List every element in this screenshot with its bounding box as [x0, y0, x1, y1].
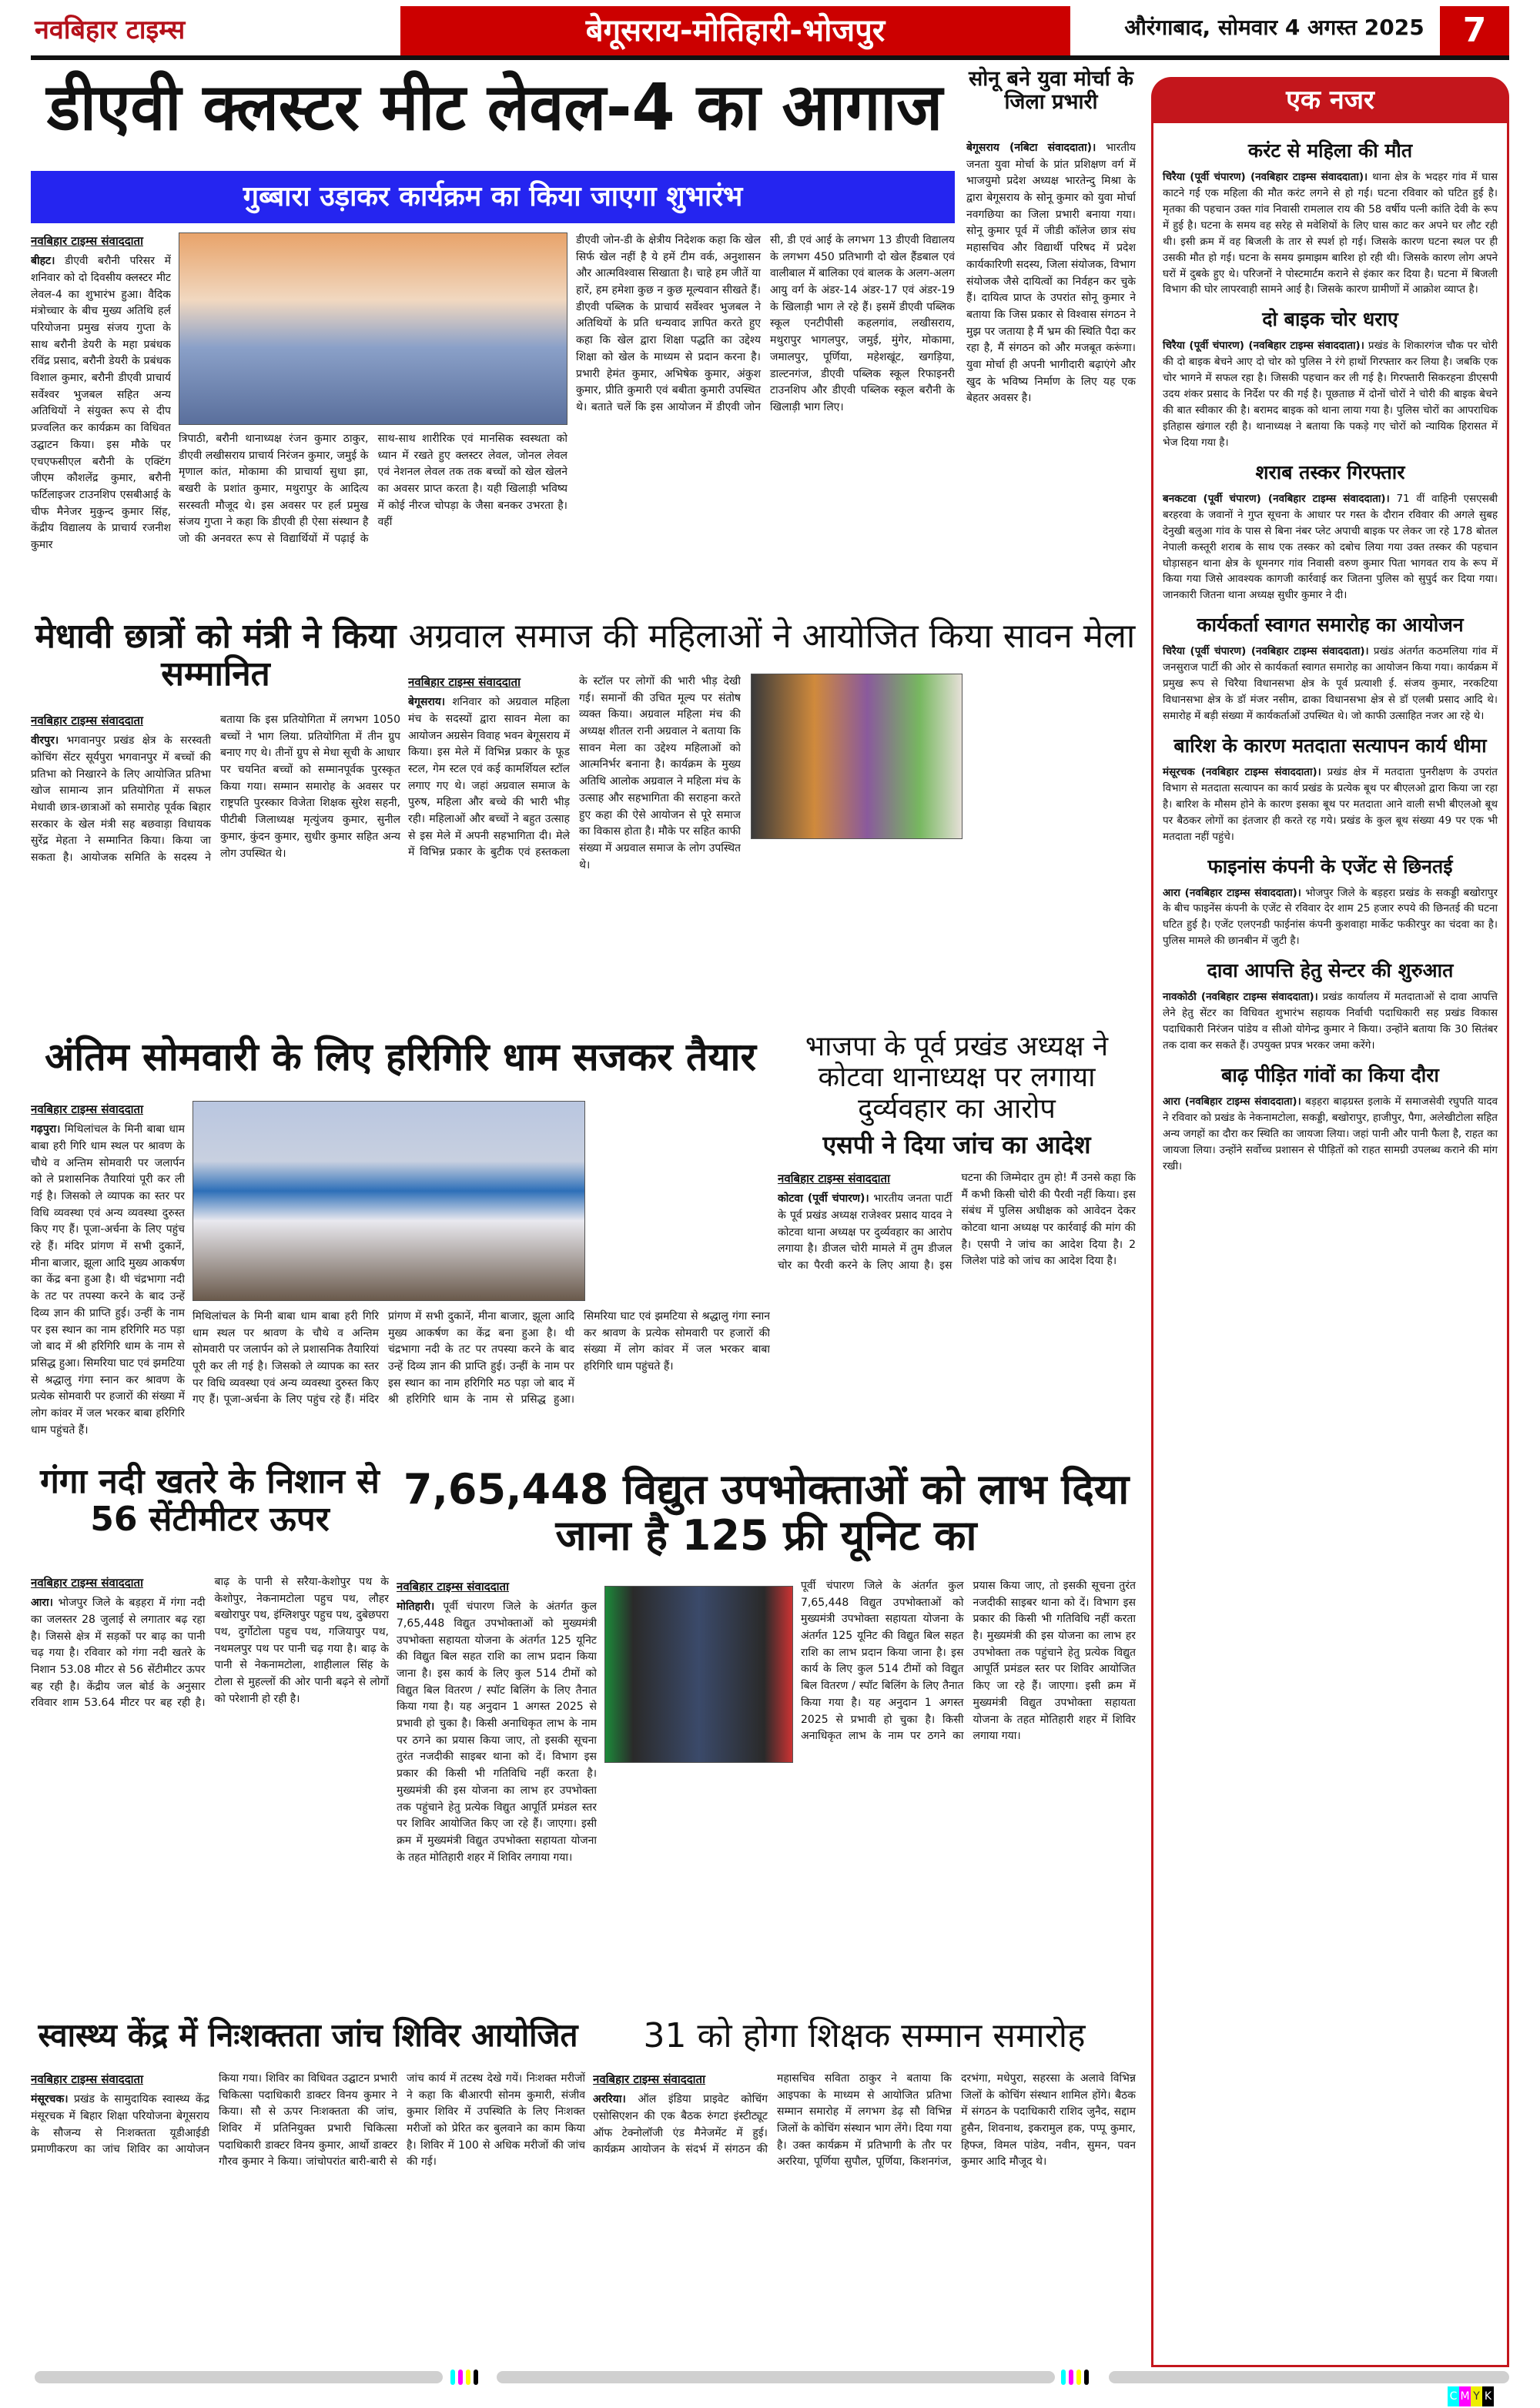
harigiri-body-col1	[31, 1101, 185, 1451]
byline: नवबिहार टाइम्स संवाददाता	[31, 714, 143, 727]
article-text: भोजपुर जिले के बड़हरा में गंगा नदी का जलस्तर 28 जुलाई से लगातार बढ़ रहा है। जिससे क्षेत्र में सड़कों पर बाढ़ का पानी चढ़ गया है। रविवार को गंगा नदी खतरे के निशान 53.08 मीटर से 56 सेंटीमीटर ऊपर बह रही है। केंद्रीय जल बोर्ड के अनुसार रविवार शाम 53.64 मीटर पर बह रही है। बाढ़ के पानी से सरैया-केशोपुर पथ के केशोपुर, नेकनामटोला पहुच पथ, लौहर बखोरापुर पथ, इंग्लिशपुर पहुच पथ, दुबेछपरा पथ, दुर्गोटोला पहुच पथ, गजियापुर पथ, नथमलपुर पथ पर पानी चढ़ गया है। बाढ़ के पानी से नेकनामटोला, शाहीलाल सिंह के टोला से मुहल्लों की ओर पानी बढ़ने से लोगों को परेशानी हो रही है।	[31, 1576, 389, 1710]
article-text: बड़हरा बाढ़ग्रस्त इलाके में समाजसेवी रघुपति यादव ने रविवार को प्रखंड के नेकनामटोला, सकड्डी, बखोरापुर, हाजीपुर, पैगा, अलेखीटोला सहित अन्य जगहों का दौरा कर स्थिति का जायजा लिया। जहां पानी और पानी फैला है, राहत का जायजा लिया। उन्होंने सर्वोच्च प्रशासन से पीड़ितों को राहत सामग्री उपलब्ध कराने की मांग रखी।	[1163, 1095, 1498, 1172]
dateline-place: नावकोठी (नवबिहार टाइम्स संवाददाता)।	[1163, 991, 1318, 1004]
page-number: 7	[1440, 6, 1509, 55]
article-text: शनिवार को अग्रवाल महिला मंच के सदस्यों द्वारा सावन मेला का आयोजन अग्रसेन विवाह भवन बेगूसराय में किया। इस मेले में विभिन्न प्रकार के फूड स्टल, गेम स्टल एवं कई कामर्शियल स्टॉल लगाए गए थे। जहां अग्रवाल समाज के पुरुष, महिला और बच्चे की भारी भीड़ रही। महिलाओं और बच्चों ने बहुत उत्साह से इस मेले में अपनी सहभागिता दी। मेले में विभिन्न प्रकार के बुटीक एवं हस्तकला के स्टॉल पर लोगों की भारी भीड़ देखी गई। समानों की उचित मूल्य पर संतोष व्यक्त किया। अग्रवाल महिला मंच की अध्यक्ष शीतल रानी अग्रवाल ने बताया कि सावन मेला का उद्देश्य महिलाओं को आत्मनिर्भर बनाना है। कार्यक्रम के मुख्य अतिथि आलोक अग्रवाल ने महिला मंच के उत्साह और सहभागिता की सराहना करते हुए कहा की ऐसे आयोजन से पूरे समाज का विकास होता है। मौके पर सहित काफी संख्या में अग्रवाल समाज के लोग उपस्थित थे।	[408, 675, 741, 871]
byline: नवबिहार टाइम्स संवाददाता	[31, 1576, 143, 1590]
edition-banner: बेगूसराय-मोतिहारी-भोजपुर	[400, 6, 1070, 55]
dateline-place: आरा (नवबिहार टाइम्स संवाददाता)।	[1163, 886, 1301, 899]
cmyk-y: Y	[1471, 2386, 1482, 2406]
harigiri-temple-photo	[192, 1101, 585, 1301]
dateline-place: वीरपुर।	[31, 734, 59, 747]
article-text: मिथिलांचल के मिनी बाबा धाम बाबा हरी गिरि धाम स्थल पर श्रावण के चौथे व अन्तिम सोमवारी पर जलार्पन को ले प्रशासनिक तैयारियां पूरी कर ली गई है। जिसको ले व्यापक का स्तर पर विधि व्यवस्था एवं अन्य व्यवस्था दुरुस्त किए गए हैं। पूजा-अर्चना के लिए पहुंच रहे हैं। मंदिर प्रांगण में सभी दुकानें, मीना बाजार, झूला आदि मुख्य आकर्षण का केंद्र बना हुआ है। थी चंद्रभागा नदी के तट पर तपस्या करने के बाद उन्हें दिव्य ज्ञान की प्राप्ति हुई। उन्हीं के नाम पर इस स्थान का नाम हरिगिरि मठ पड़ा जो बाद में श्री हरिगिरि धाम के नाम से प्रसिद्ध हुआ। सिमरिया घाट एवं झमटिया से श्रद्धालु गंगा स्नान कर श्रावण के प्रत्येक सोमवारी पर हजारों की संख्या में लोग कांवर में जल भरकर बाबा हरिगिरि धाम पहुंचते हैं।	[31, 1123, 185, 1436]
article-text: ऑल इंडिया प्राइवेट कोचिंग एसोसिएशन की एक बैठक रुंगटा इंस्टीट्यूट ऑफ टेक्नोलॉजी एंड मैनेजमेंट में हुई। कार्यक्रम आयोजन के संदर्भ में संगठन की महासचिव सविता ठाकुर ने बताया कि आइपका के माध्यम से आयोजित प्रतिभा सम्मान समारोह में लगभग डेढ़ सौ विभिन्न जिलों के कोचिंग संस्थान भाग लेंगे। दिया गया है। उक्त कार्यक्रम में प्रतिभागी के तौर पर अररिया, पूर्णिया सुपौल, पूर्णिया, किशनगंज, दरभंगा, मधेपुरा, सहरसा के अलावे विभिन्न जिलों के कोचिंग संस्थान शामिल होंगे। बैठक में संगठन के पदाधिकारी राशिद जुनैद, सद्दाम हुसैन, शिवनाथ, इकरामुल हक, पप्पू कुमार, हिफ्ज, विमल पांडेय, नवीन, सुमन, पवन कुमार आदि मौजूद थे।	[593, 2072, 1136, 2169]
dav-body-col3: डीएवी जोन-डी के क्षेत्रीय निदेशक कहा कि खेल सिर्फ खेल नहीं है ये हमें टीम वर्क, अनुशासन और आत्मविश्वास सिखाता है। चाहे हम जीतें या हारें, हम हमेशा कुछ न कुछ मूल्यवान सीखते हैं। डीएवी पब्लिक के प्राचार्य सर्वेश्वर भुजबल ने अतिथियों के प्रति धन्यवाद ज्ञापित करते हुए कहा कि खेल द्वारा शिक्षा पद्धति का उद्देश्य शिक्षा को खेल के माध्यम से प्रदान करना है। प्रभारी हेमंत कुमार, अभिषेक कुमार, अंकुश कुमार, प्रीति कुमारी एवं बबीता कुमारी उपस्थित थे। बताते चलें कि इस आयोजन में डीएवी जोन सी, डी एवं आई के लगभग 13 डीएवी विद्यालय के लगभग 450 प्रतिभागी दो खेल हैंडबाल एवं वालीबाल में बालिका एवं बालक के अलग-अलग आयु वर्ग के अंडर-14 अंडर-17 एवं अंडर-19 के खिलाड़ी भाग ले रहे हैं। इसमें डीएवी पब्लिक स्कूल एनटीपीसी कहलगांव, लखीसराय, मथुरापुर भागलपुर, जमुई, मुंगेर, मोकामा, जमालपुर, पूर्णिया, महेशखूंट, खगड़िया, डाल्टनगंज, डीएवी पब्लिक स्कूल रिफाइनरी टाउनशिप और डीएवी पब्लिक स्कूल बरौनी के खिलाड़ी भाग लिए।	[576, 234, 955, 413]
masthead-rule	[31, 55, 1509, 60]
dateline-place: अररिया।	[593, 2093, 626, 2106]
sidebar-article	[1163, 885, 1498, 950]
article-text: प्रखंड क्षेत्र में मतदाता पुनरीक्षण के उपरांत विभाग से मतदाता सत्यापन का कार्य प्रखंड के प्रत्येक बूथ पर बीएलओ द्वारा किया जा रहा है। बारिश के मौसम होने के कारण इसका बूथ पर मतदाता आने वाली सभी बीएलओ बूथ पर बैठकर लोगों का इंतजार ही करते रह गये। प्रखंड के कुल बूथ संख्या 49 पर एक भी मतदाता नहीं पहुंचे।	[1163, 765, 1498, 843]
byline: नवबिहार टाइम्स संवाददाता	[397, 1580, 509, 1594]
byline: नवबिहार टाइम्स संवाददाता	[408, 675, 521, 689]
dateline-place: बेगूसराय।	[408, 696, 446, 709]
byline: नवबिहार टाइम्स संवाददाता	[31, 2072, 143, 2086]
dateline-place: मंसूरचक (नवबिहार टाइम्स संवाददाता)।	[1163, 765, 1321, 778]
article-text: भारतीय जनता पार्टी के पूर्व प्रखंड अध्यक्ष राजेश्वर प्रसाद यादव ने कोटवा थाना अध्यक्ष पर दुर्व्यवहार का आरोप लगाया है। डीजल चोरी मामले में तुम डीजल चोर का पैरवी करने के लिए आया है। इस घटना की जिम्मेदार तुम हो! मैं उनसे कहा कि मैं कभी किसी चोरी की पैरवी नहीं किया। इस संबंध में पुलिस अधीक्षक को आवेदन देकर कोटवा थाना अध्यक्ष पर कार्रवाई की मांग की है। एसपी ने जांच का आदेश दिया है। 2 जिलेश पांडे को जांच का आदेश दिया है।	[778, 1172, 1136, 1272]
sonu-headline: सोनू बने युवा मोर्चा के जिला प्रभारी	[969, 67, 1133, 115]
registration-dot-black	[1084, 2370, 1089, 2385]
electricity-body-col2: पूर्वी चंपारण जिले के अंतर्गत कुल 7,65,448 विद्युत उपभोक्ताओं को मुख्यमंत्री उपभोक्ता सहायता योजना के अंतर्गत 125 यूनिट की विद्युत बिल सहत राशि का लाभ प्रदान किया जाना है। इस कार्य के लिए कुल 514 टीमों को विद्युत बिल वितरण / स्पॉट बिलिंग के लिए तैनात किया गया है। यह अनुदान 1 अगस्त 2025 से प्रभावी हो चुका है। किसी अनाधिकृत लाभ के नाम पर ठगने का प्रयास किया जाए, तो इसकी सूचना तुरंत नजदीकी साइबर थाना को दें। विभाग इस प्रकार की किसी भी गतिविधि नहीं करता है। मुख्यमंत्री की इस योजना का लाभ हर उपभोक्ता तक पहुंचाने हेतु प्रत्येक विद्युत आपूर्ति प्रमंडल स्तर पर शिविर आयोजित किए जा रहे हैं। जाएगा। इसी क्रम में मुख्यमंत्री विद्युत उपभोक्ता सहायता योजना के तहत मोतिहारी शहर में शिविर लगाया गया।	[801, 1580, 1136, 1743]
byline: नवबिहार टाइम्स संवाददाता	[31, 234, 143, 248]
health-camp-body	[31, 2071, 585, 2360]
electricity-body-col1	[397, 1578, 597, 2009]
article-text: प्रखंड कार्यालय में मतदाताओं से दावा आपत्ति लेने हेतु सेंटर का विधिवत शुभारंभ सहायक निर्वाची पदाधिकारी सह प्रखंड विकास पदाधिकारी निरंजन पांडेय व सीओ योगेन्द्र कुमार ने किया। उन्होंने बताया कि 30 सितंबर तक दावा कर सकते हैं। उपयुक्त प्रपत्र भरकर जमा करेंगे।	[1163, 991, 1498, 1052]
sidebar-box	[1151, 123, 1509, 2367]
dateline-place: मोतिहारी।	[397, 1600, 435, 1614]
registration-bar	[1109, 2371, 1509, 2383]
ganga-body	[31, 1574, 389, 2009]
cmyk-c: C	[1448, 2386, 1459, 2406]
byline: नवबिहार टाइम्स संवाददाता	[31, 1102, 143, 1116]
article-text: प्रखंड के सामुदायिक स्वास्थ्य केंद्र मंसूरचक में बिहार शिक्षा परियोजना बेगूसराय के सौजन्य से निःशक्तता यूडीआईडी प्रमाणीकरण का जांच शिविर का आयोजन किया गया। शिविर का विधिवत उद्घाटन प्रभारी चिकित्सा पदाधिकारी डाक्टर विनय कुमार ने किया। सौ से ऊपर निःशक्तता की जांच, शिविर में प्रतिनियुक्त प्रभारी चिकित्सा पदाधिकारी डाक्टर विनय कुमार, आर्थो डाक्टर गौरव कुमार ने किया। जांचोपरांत बारी-बारी से जांच कार्य में तटस्थ देखे गयें। निःशक्त मरीजों ने कहा कि बीआरपी सोनम कुमारी, संजीव कुमार शिविर में उपस्थिति के लिए निःशक्त मरीजों को प्रेरित कर बुलवाने का काम किया है। शिविर में 100 से अधिक मरीजों की जांच की गई।	[31, 2072, 585, 2169]
sidebar-headline: बाढ़ पीड़ित गांवों का किया दौरा	[1221, 1063, 1439, 1086]
dateline-place: कोटवा (पूर्वी चंपारण)।	[778, 1192, 869, 1206]
sidebar-article	[1163, 491, 1498, 604]
sidebar-headline: शराब तस्कर गिरफ्तार	[1255, 460, 1405, 483]
dateline-place: आरा (नवबिहार टाइम्स संवाददाता)।	[1163, 1095, 1301, 1108]
sidebar-headline: करंट से महिला की मौत	[1247, 139, 1413, 162]
registration-dot-yellow	[466, 2370, 470, 2385]
teacher-honour-body	[593, 2071, 1136, 2360]
article-text: भारतीय जनता युवा मोर्चा के प्रांत प्रशिक्षण वर्ग में भाजयुमो प्रदेश अध्यक्ष भारतेन्दु मिश्रा के द्वारा बेगूसराय के सोनू कुमार को युवा मोर्चा नवगछिया का जिला प्रभारी बनाया गया। सोनू कुमार पूर्व में जीडी कॉलेज छात्र संघ महासचिव और विद्यार्थी परिषद में प्रदेश कार्यकारिणी सदस्य, जिला संयोजक, विभाग संयोजक जैसे दायित्वों का निर्वहन कर चुके हैं। दायित्व प्राप्त के उपरांत सोनू कुमार ने बताया कि जिस प्रकार से विश्वास संगठन ने मुझ पर जताया है मैं भ्रम की स्थिति पैदा कर रहा है, मैं संगठन को और मजबूत करूंगा। युवा मोर्चा ही अपनी भागीदारी बढ़ाएंगे और खुद के भविष्य निर्माण के लिए यह एक बेहतर अवसर है।	[966, 142, 1136, 405]
article-text: प्रखंड अंतर्गत कठमलिया गांव में जनसुराज पार्टी की ओर से कार्यकर्ता स्वागत समारोह का आयोजन किया गया। कार्यक्रम में प्रमुख रूप से चिरैया विधानसभा क्षेत्र के पूर्व प्रत्याशी ई. संजय कुमार, नरकटिया विधानसभा क्षेत्र के डॉ मंजर नसीम, ढाका विधानसभा क्षेत्र से डॉ एलबी प्रसाद आदि थे। समारोह में बड़ी संख्या में कार्यकर्ताओं उपस्थित थे। जो काफी उत्साहित नजर आ रहे थे।	[1163, 645, 1498, 722]
registration-bar	[35, 2371, 443, 2383]
registration-dot-cyan	[450, 2370, 455, 2385]
medhavi-body	[31, 712, 400, 1024]
sidebar-article	[1163, 764, 1498, 845]
bjp-headline: भाजपा के पूर्व प्रखंड अध्यक्ष ने कोटवा थानाध्यक्ष पर लगाया दुर्व्यवहार का आरोप	[805, 1031, 1109, 1125]
registration-dot-black	[474, 2370, 478, 2385]
newspaper-logo: नवबिहार टाइम्स	[35, 15, 186, 45]
dateline-place: मंसूरचक।	[31, 2093, 69, 2106]
article-text: प्रखंड के शिकारगंज चौक पर चोरी की दो बाइक बेचने आए दो चोर को पुलिस ने रंगे हाथों गिरफ्तार कर लिया है। जबकि एक चोर भागने में सफल रहा है। जिसकी पहचान कर ली गई है। गिरफ्तारी सिकरहना डीएसपी उदय शंकर प्रसाद के निर्देश पर की गई है। पूछताछ में दोनों चोरों ने चोरी की बाइक बेचने की बात स्वीकार की है। बरामद बाइक को थाना लाया गया है। पुलिस चोरों का आपराधिक इतिहास खंगाल रही है। थानाध्यक्ष ने बताया कि पकड़े गए चोरों को न्यायिक हिरासत में भेज दिया गया है।	[1163, 339, 1498, 449]
agrawal-photo-women	[751, 674, 962, 839]
dav-photo-balloon-event	[179, 232, 567, 425]
article-text: 71 वीं वाहिनी एसएसबी बरहरवा के जवानों ने गुप्त सूचना के आधार पर गस्त के दौरान रविवार की अगले सुबह देनुखी बलुआ गांव के पास से बिना नंबर प्लेट अपाची बाइक पर लेकर जा रहे 178 बोतल नेपाली कस्तूरी शराब के साथ एक तस्कर को दबोच लिया गया उक्त तस्कर की पहचान घोड़ासहन थाना क्षेत्र के धूमनगर गांव निवासी वरुण कुमार पिता भागवत राय के रूप में किया गया जिसे आवश्यक कागजी कार्रवाई कर जितना पुलिस को सुपुर्द कर दिया गया। जानकारी जितना थाना अध्यक्ष सुधीर कुमार ने दी।	[1163, 492, 1498, 602]
dateline-place: बनकटवा (पूर्वी चंपारण) (नवबिहार टाइम्स संवाददाता)।	[1163, 492, 1390, 505]
agrawal-headline: अग्रवाल समाज की महिलाओं ने आयोजित किया सावन मेला	[408, 617, 1136, 656]
dav-headline: डीएवी क्लस्टर मीट लेवल-4 का आगाज	[46, 69, 943, 145]
dateline-place: चिरैया (पूर्वी चंपारण) (नवबिहार टाइम्स संवाददाता)।	[1163, 171, 1368, 183]
dateline-place: बेगूसराय (नबिटा संवाददाता)।	[966, 142, 1096, 154]
sidebar-article	[1163, 1094, 1498, 1175]
sidebar-article	[1163, 169, 1498, 298]
medhavi-headline: मेधावी छात्रों को मंत्री ने किया सम्मानित	[35, 617, 397, 694]
dateline-place: चिरैया (पूर्वी चंपारण) (नवबिहार टाइम्स संवाददाता)।	[1163, 339, 1364, 353]
sidebar-headline: बारिश के कारण मतदाता सत्यापन कार्य धीमा	[1173, 734, 1487, 757]
cmyk-k: K	[1482, 2386, 1494, 2406]
health-camp-headline: स्वास्थ्य केंद्र में निःशक्तता जांच शिविर आयोजित	[38, 2016, 578, 2054]
registration-dot-yellow	[1076, 2370, 1081, 2385]
article-text: भगवानपुर प्रखंड क्षेत्र के सरस्वती कोचिंग सेंटर सूर्यपुरा भगवानपुर में बच्चों की प्रतिभा को निखारने के लिए आयोजित प्रतिभा खोज सामान्य ज्ञान प्रतियोगिता में सफल मेधावी छात्र-छात्राओं को समारोह पूर्वक बिहार सरकार के खेल मंत्री सह बछवाड़ा विधायक सुरेंद्र मेहता ने सम्मानित किया। किया जा सकता है। आयोजक समिति के सदस्य ने बताया कि इस प्रतियोगिता में लगभग 1050 बच्चों ने भाग लिया. प्रतियोगिता में तीन ग्रुप बनाए गए थे। तीनों ग्रुप से मेधा सूची के आधार पर चयनित बच्चों को सम्मानपूर्वक पुरस्कृत किया गया। सम्मान समारोह के अवसर पर राष्ट्रपति पुरस्कार विजेता शिक्षक सुरेश सहनी, पीटीबी जिलाध्यक्ष मृत्युंजय कुमार, सुनील कुमार, कुंदन कुमार, सुधीर कुमार सहित अन्य लोग उपस्थित थे।	[31, 714, 400, 865]
sidebar-article	[1163, 338, 1498, 450]
sidebar-headline: फाइनांस कंपनी के एजेंट से छिनतई	[1207, 855, 1453, 878]
bjp-body	[778, 1170, 1136, 1451]
harigiri-body-col2: मिथिलांचल के मिनी बाबा धाम बाबा हरी गिरि धाम स्थल पर श्रावण के चौथे व अन्तिम सोमवारी पर जलार्पन को ले प्रशासनिक तैयारियां पूरी कर ली गई है। जिसको ले व्यापक का स्तर पर विधि व्यवस्था एवं अन्य व्यवस्था दुरुस्त किए गए हैं। पूजा-अर्चना के लिए पहुंच रहे हैं। मंदिर प्रांगण में सभी दुकानें, मीना बाजार, झूला आदि मुख्य आकर्षण का केंद्र बना हुआ है। थी चंद्रभागा नदी के तट पर तपस्या करने के बाद उन्हें दिव्य ज्ञान की प्राप्ति हुई। उन्हीं के नाम पर इस स्थान का नाम हरिगिरि मठ पड़ा जो बाद में श्री हरिगिरि धाम के नाम से प्रसिद्ध हुआ। सिमरिया घाट एवं झमटिया से श्रद्धालु गंगा स्नान कर श्रावण के प्रत्येक सोमवारी पर हजारों की संख्या में लोग कांवर में जल भरकर बाबा हरिगिरि धाम पहुंचते हैं।	[192, 1310, 770, 1406]
sidebar-headline: दो बाइक चोर धराए	[1262, 308, 1398, 331]
bjp-subheadline: एसपी ने दिया जांच का आदेश	[822, 1130, 1091, 1159]
official-portrait-photo	[604, 1586, 793, 1763]
dateline-place: चिरैया (पूर्वी चंपारण) (नवबिहार टाइम्स संवाददाता)।	[1163, 645, 1369, 658]
registration-dot-cyan	[1061, 2370, 1066, 2385]
sidebar-title: एक नजर	[1151, 77, 1509, 123]
dav-body-col2: त्रिपाठी, बरौनी थानाध्यक्ष रंजन कुमार ठाकुर, डीएवी लखीसराय प्राचार्य निरंजन कुमार, जमुई के मृणाल कांत, मोकामा की प्राचार्या सुधा झा, बखरी के प्रशांत कुमार, मथुरापुर के आदित्य सरस्वती मौजूद थे। इस अवसर पर हर्ल प्रमुख संजय गुप्ता ने कहा कि डीएवी ही ऐसा संस्थान है जो की अनवरत रूप से विद्यार्थियों में पढ़ाई के साथ-साथ शारीरिक एवं मानसिक स्वस्थता को ध्यान में रखते हुए क्लस्टर लेवल, जोनल लेवल एवं नेशनल लेवल तक तक बच्चों को खेल खेलने का अवसर प्राप्त करता है। यही खिलाड़ी भविष्य में कोई नीरज चोपड़ा के जैसा बनकर उभरता है। वहीं	[179, 433, 567, 546]
dateline-place: गढ़पुरा।	[31, 1123, 61, 1136]
article-text: पूर्वी चंपारण जिले के अंतर्गत कुल 7,65,448 विद्युत उपभोक्ताओं को मुख्यमंत्री उपभोक्ता सहायता योजना के अंतर्गत 125 यूनिट की विद्युत बिल सहत राशि का लाभ प्रदान किया जाना है। इस कार्य के लिए कुल 514 टीमों को विद्युत बिल वितरण / स्पॉट बिलिंग के लिए तैनात किया गया है। यह अनुदान 1 अगस्त 2025 से प्रभावी हो चुका है। किसी अनाधिकृत लाभ के नाम पर ठगने का प्रयास किया जाए, तो इसकी सूचना तुरंत नजदीकी साइबर थाना को दें। विभाग इस प्रकार की किसी भी गतिविधि नहीं करता है। मुख्यमंत्री की इस योजना का लाभ हर उपभोक्ता तक पहुंचाने हेतु प्रत्येक विद्युत आपूर्ति प्रमंडल स्तर पर शिविर आयोजित किए जा रहे हैं। जाएगा। इसी क्रम में मुख्यमंत्री विद्युत उपभोक्ता सहायता योजना के तहत मोतिहारी शहर में शिविर लगाया गया।	[397, 1600, 597, 1864]
article-text: भोजपुर जिले के बड़हरा प्रखंड के सकड्डी बखोरापुर के बीच फाइनेंस कंपनी के एजेंट से रविवार देर शाम 25 हजार रुपये की छिनतई की घटना घटित हुई है। एजेंट एलएनडी फाईनांस कंपनी कुशवाहा मार्केट फकीरपुर का चंदवा का है। पुलिस मामले की छानबीन में जुटी है।	[1163, 886, 1498, 948]
harigiri-headline: अंतिम सोमवारी के लिए हरिगिरि धाम सजकर तैयार	[45, 1035, 756, 1079]
sonu-body	[966, 140, 1136, 610]
cmyk-m: M	[1459, 2386, 1471, 2406]
byline: नवबिहार टाइम्स संवाददाता	[593, 2072, 705, 2086]
ganga-headline: गंगा नदी खतरे के निशान से 56 सेंटीमीटर ऊपर	[40, 1462, 380, 1540]
dav-body-col1	[31, 232, 171, 610]
dateline-place: आरा।	[31, 1597, 53, 1610]
agrawal-body	[408, 674, 741, 1024]
article-text: डीएवी बरौनी परिसर में शनिवार को दो दिवसीय क्लस्टर मीट लेवल-4 का शुभारंभ हुआ। वैदिक मंत्रोच्चार के बीच मुख्य अतिथि हर्ल परियोजना प्रमुख संजय गुप्ता के साथ बरौनी डेयरी के महा प्रबंधक रविंद्र प्रसाद, बरौनी डेयरी के प्रबंधक विशाल कुमार, बरौनी डीएवी प्राचार्य सर्वेश्वर भुजबल सहित अन्य अतिथियों ने संयुक्त रूप से दीप प्रज्वलित कर कार्यक्रम का विधिवत उद्घाटन किया। इस मौके पर एचएफसीएल बरौनी के एक्टिंग जीएम कौशलेंद्र कुमार, बरौनी फर्टिलाइजर टाउनशिप एसबीआई के चीफ मैनेजर मुकुन्द कुमार सिंह, केंद्रीय विद्यालय के प्राचार्य रजनीश कुमार	[31, 255, 171, 551]
registration-dot-magenta	[458, 2370, 463, 2385]
sidebar-headline: दावा आपत्ति हेतु सेन्टर की शुरुआत	[1207, 959, 1454, 982]
registration-bar	[497, 2371, 1055, 2383]
byline: नवबिहार टाइम्स संवाददाता	[778, 1172, 890, 1186]
dateline-place: बीहट।	[31, 255, 55, 268]
sidebar-article	[1163, 989, 1498, 1054]
electricity-headline: 7,65,448 विद्युत उपभोक्ताओं को लाभ दिया जाना है 125 फ्री यूनिट का	[403, 1465, 1130, 1560]
dateline: औरंगाबाद, सोमवार 4 अगस्त 2025	[1124, 15, 1424, 40]
teacher-honour-headline: 31 को होगा शिक्षक सम्मान समारोह	[643, 2016, 1086, 2055]
ek-nazar-sidebar	[1151, 77, 1509, 2367]
dav-subheadline-banner: गुब्बारा उड़ाकर कार्यक्रम का किया जाएगा शुभारंभ	[31, 171, 955, 223]
sidebar-article	[1163, 644, 1498, 724]
article-text: थाना क्षेत्र के भदहर गांव में घास काटने गई एक महिला की मौत करंट लगने से हो गई। घटना रविवार को घटित हुई है। मृतका की पहचान उक्त गांव निवासी रामलाल राय की 58 वर्षीय पत्नी कांति देवी के रूप में हुई है। घटना के समय वह सरेह से मवेशियों के लिए घास काट कर अपने घर लौट रही थी। इसी क्रम में वह बिजली के तार से स्पर्श हो गई। जिसके कारण घटना स्थल पर ही उसकी मौत हो गई। घटना के समय झमाझम बारिश हो रही थी। जिसके कारण लोग अपने घरों में दुबके हुए थे। परिजनों ने पोस्टमार्टम कराने से इंकार कर दिया है। घटना में बिजली विभाग की घोर लापरवाही सामने आई है। जिसके कारण ग्रामीणों में आक्रोश व्याप्त है।	[1163, 171, 1498, 296]
sidebar-headline: कार्यकर्ता स्वागत समारोह का आयोजन	[1197, 614, 1464, 637]
registration-dot-magenta	[1069, 2370, 1073, 2385]
